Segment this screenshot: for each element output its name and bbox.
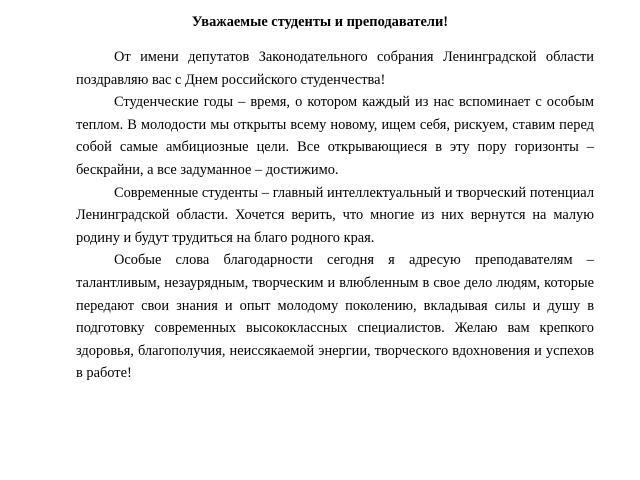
paragraph-greeting: От имени депутатов Законодательного собрания Ленинградской области поздравляю вас с Днем российского студенчества! (76, 49, 594, 88)
document-title: Уважаемые студенты и преподаватели! (191, 14, 449, 30)
paragraph-student-years: Студенческие годы – время, о котором каждый из нас вспоминает с особым теплом. В молодости мы открыты всему новому, ищем себя, рискуем, ставим перед собой самые амбициозные цели. Все открывающиеся в эту пору горизонты – бескрайни, а все задуманное – достижимо. (76, 94, 594, 178)
paragraph-teachers-thanks: Особые слова благодарности сегодня я адресую преподавателям – талантливым, незаурядным, творческим и влюбленным в свое дело людям, которые передают свои знания и опыт молодому поколению, вкладывая силы и душу в подготовку современных высококлассных специалистов. Желаю вам крепкого здоровья, благополучия, неиссякаемой энергии, творческого вдохновения и успехов в работе! (76, 252, 594, 382)
cut-off-signature-line (76, 470, 170, 480)
paragraph-modern-students: Современные студенты – главный интеллектуальный и творческий потенциал Ленинградской области. Хочется верить, что многие из них вернутся на малую родину и будут трудиться на благо родного края. (76, 184, 594, 246)
document-body (76, 46, 594, 385)
